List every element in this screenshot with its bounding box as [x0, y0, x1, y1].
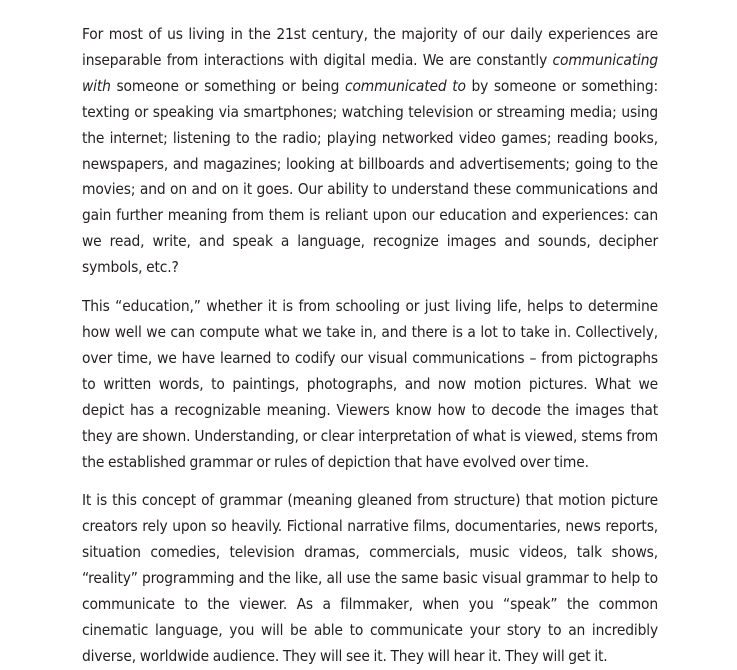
- text-segment: For most of us living in the 21st century, the majority of our daily experiences are inseparable from interactions with digital media. We are constantly: [82, 25, 658, 69]
- text-segment: someone or something or being: [110, 76, 345, 95]
- document-page: [82, 22, 658, 670]
- paragraph-1: [82, 22, 658, 281]
- italic-phrase: communicated to: [345, 76, 466, 95]
- text-segment: This “education,” whether it is from schooling or just living life, helps to determine how well we can compute what we take in, and there is a lot to take in. Collectively, over time, we have learned to codify our visual communications – from pictographs to written words, to paintings, photographs, and now motion pictures. What we depict has a recognizable meaning. Viewers know how to decode the images that they are shown. Understanding, or clear interpretation of what is viewed, stems from the established grammar or rules of depiction that have evolved over time.: [82, 297, 658, 471]
- text-segment: by someone or something: texting or speaking via smartphones; watching television or streaming media; using the internet; listening to the radio; playing networked video games; reading books, newspapers, and magazines; looking at billboards and advertisements; going to the movies; and on and on it goes. Our ability to understand these communications and gain further meaning from them is reliant upon our education and experiences: can we read, write, and speak a language, recognize images and sounds, decipher symbols, etc.?: [82, 76, 658, 277]
- italic-phrase: communicating with: [82, 50, 658, 95]
- paragraph-3: [82, 488, 658, 669]
- text-segment: It is this concept of grammar (meaning gleaned from structure) that motion picture creators rely upon so heavily. Fictional narrative films, documentaries, news reports, situation comedies, television dramas, commercials, music videos, talk shows, “reality” programming and the like, all use the same basic visual grammar to help to communicate to the viewer. As a filmmaker, when you “speak” the common cinematic language, you will be able to communicate your story to an incredibly diverse, worldwide audience. They will see it. They will hear it. They will get it.: [82, 491, 658, 665]
- paragraph-2: [82, 294, 658, 475]
